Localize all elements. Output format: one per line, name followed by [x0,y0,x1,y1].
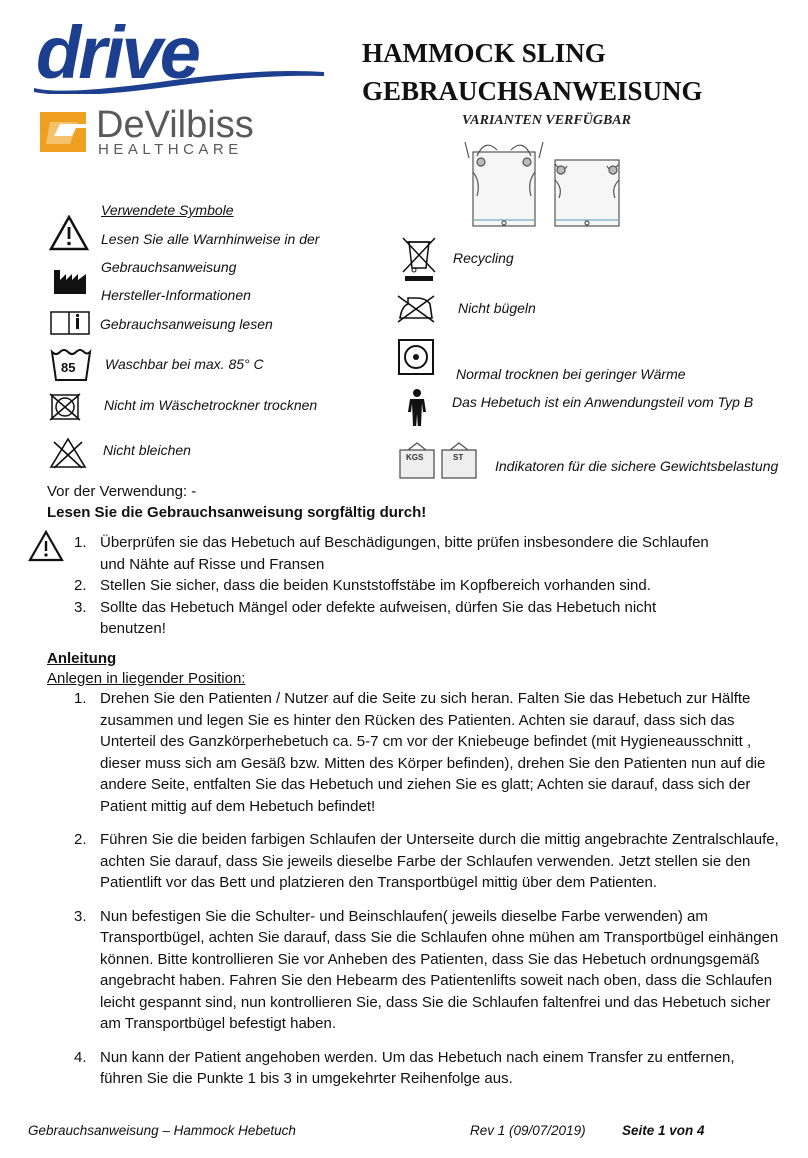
weight-indicator-icon [398,442,480,480]
type-b-applied-part-icon [405,388,429,433]
footer-revision: Rev 1 (09/07/2019) [470,1123,586,1138]
symbol-label-no-tumble-dry: Nicht im Wäschetrockner trocknen [104,397,318,413]
weight-badge-kgs: KGS [406,453,424,462]
symbol-label-warnings: Lesen Sie alle Warnhinweise in der [101,231,320,247]
footer-doc-name: Gebrauchsanweisung – Hammock Hebetuch [28,1123,296,1138]
wash-85-icon [50,348,92,382]
list-item-text: Überprüfen sie das Hebetuch auf Beschädigungen, bitte prüfen insbesondere die Schlaufen und Nähte auf Risse und Fransen [100,534,709,573]
instructions-list [74,688,780,1090]
drip-dry-low-heat-icon [397,338,435,381]
symbol-label-weight-indicator: Indikatoren für die sichere Gewichtsbelastung [495,458,779,474]
doc-title [362,34,703,110]
weight-badge-st: ST [453,453,464,462]
no-iron-icon [396,294,436,329]
symbol-label-ifu: Gebrauchsanweisung [101,259,237,275]
sling-variants-figure [463,136,633,232]
drive-logo [34,14,324,94]
devilbiss-sub: HEALTHCARE [98,141,243,158]
devilbiss-logo [36,104,326,162]
symbols-heading: Verwendete Symbole [101,202,234,218]
list-item-text: Nun befestigen Sie die Schulter- und Beinschlaufen( jeweils dieselbe Farbe verwenden) am Transportbügel, achten Sie darauf, dass Sie die Schlaufen ohne mühen am Transportbügel einhängen können. Bitte kontrollieren Sie vor Anheben des Patienten, dass Sie das Hebetuch ordnungsgemäß angebracht haben. Fahren Sie den Hebearm des Patientenlifts soweit nach oben, dass die Schlaufen leicht gespannt sind, nun kontrollieren Sie, dass Sie die Schlaufen faltenfrei und das Hebetuch sicher am Transportbügel befestigt haben. [100,907,779,1032]
instructions-book-icon [49,308,91,341]
warning-triangle-icon [49,215,89,256]
no-bleach-icon [48,436,88,475]
list-item-text: Nun kann der Patient angehoben werden. Um das Hebetuch nach einem Transfer zu entfernen, führen Sie die Punkte 1 bis 3 in umgekehrter Reihenfolge aus. [100,1048,735,1087]
footer-page-number: Seite 1 von 4 [622,1123,705,1138]
pre-use-bold: Lesen Sie die Gebrauchsanweisung sorgfältig durch! [47,504,427,521]
symbol-label-wash: Waschbar bei max. 85° C [105,356,264,372]
instructions-subheading: Anlegen in liegender Position: [47,670,246,687]
weee-recycling-icon [400,236,438,287]
devilbiss-name: DeVilbiss [96,104,254,146]
pre-use-list [74,532,714,640]
list-item-number: 1. [74,690,87,707]
title-line-2: GEBRAUCHSANWEISUNG [362,76,703,106]
pre-use-intro: Vor der Verwendung: - [47,483,197,500]
list-item [74,532,714,575]
pre-use-warning-icon [28,530,64,567]
symbol-label-no-bleach: Nicht bleichen [103,442,191,458]
list-item-number: 2. [74,577,87,594]
symbol-label-normal-dry: Normal trocknen bei geringer Wärme [456,366,686,382]
list-item-number: 3. [74,907,87,925]
sling-variant-2 [555,160,619,226]
symbol-label-no-iron: Nicht bügeln [458,300,536,316]
symbol-label-type-b: Das Hebetuch ist ein Anwendungsteil vom Typ B [452,394,754,410]
list-item [74,575,714,597]
list-item-number: 4. [74,1048,87,1066]
list-item-text: Stellen Sie sicher, dass die beiden Kunststoffstäbe im Kopfbereich vorhanden sind. [100,577,651,594]
list-item-number: 3. [74,598,87,616]
list-item-text: Führen Sie die beiden farbigen Schlaufen der Unterseite durch die mittig angebrachte Zentralschlaufe, achten Sie darauf, dass Sie jeweils dieselbe Farbe der Schlaufen verwenden. Jetzt stellen sie den Patientlift vor das Bett und platzieren den Transportbügel mittig über dem Patienten. [100,831,779,891]
symbol-label-read-ifu: Gebrauchsanweisung lesen [100,316,273,332]
sling-variant-1 [465,142,543,226]
no-tumble-dry-icon [48,392,82,427]
list-item-number: 2. [74,831,87,848]
list-item-text: Sollte das Hebetuch Mängel oder defekte aufweisen, dürfen Sie das Hebetuch nicht benutzen! [100,598,657,637]
list-item [74,597,714,640]
wash-temp-value: 85 [61,360,76,375]
symbol-label-recycling: Recycling [453,250,514,266]
drive-logo-text: drive [36,14,198,94]
instructions-heading: Anleitung [47,650,117,667]
variants-label: VARIANTEN VERFÜGBAR [462,113,631,128]
title-line-1: HAMMOCK SLING [362,38,606,68]
list-item-number: 1. [74,534,87,551]
list-item [74,1047,780,1090]
list-item-text: Drehen Sie den Patienten / Nutzer auf die Seite zu sich heran. Falten Sie das Hebetuch zur Hälfte zusammen und legen Sie es hinter den Rücken des Patienten. Achten sie darauf, dass sich das Unterteil des Ganzkörperhebetuch ca. 5-7 cm vor der Kniebeuge befindet (mit Hygieneausschnitt , dieser muss sich am Gesäß bzw. Mitten des Körper befinden), drehen Sie den Patienten nun auf die andere Seite, entfalten Sie das Hebetuch und ziehen Sie es glatt; Achten sie darauf, dass sich der Patient mittig auf dem Hebetuch befindet! [100,690,766,815]
list-item [74,688,780,817]
manufacturer-icon [52,266,88,301]
list-item [74,906,780,1035]
list-item [74,829,780,894]
symbol-label-manufacturer: Hersteller-Informationen [101,287,251,303]
